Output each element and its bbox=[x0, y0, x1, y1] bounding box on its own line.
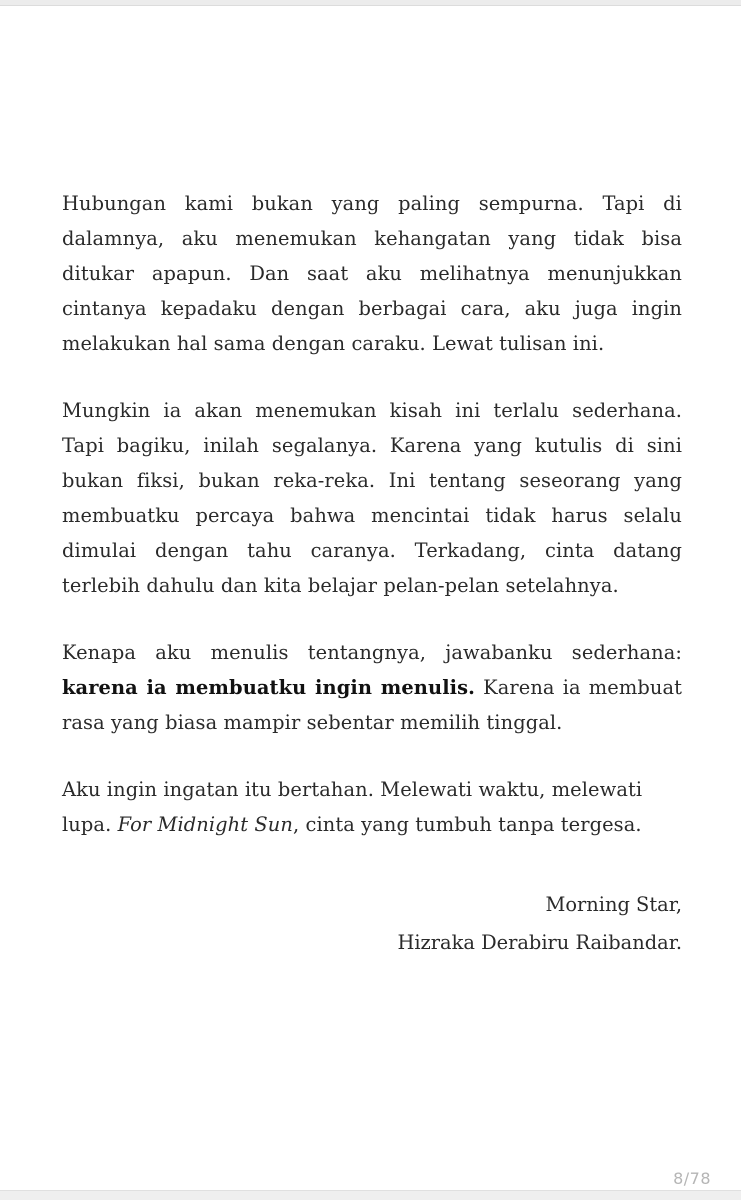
paragraph-4-italic: For Midnight Sun bbox=[117, 813, 293, 836]
paragraph-4-start: Aku ingin ingatan itu bertahan. Melewati waktu, melewati lupa. bbox=[62, 778, 643, 836]
page-indicator: 8/78 bbox=[673, 1169, 711, 1188]
paragraph-1-text: Hubungan kami bukan yang paling sempurna. Tapi di dalamnya, aku menemukan kehangatan yang tidak bisa ditukar apapun. Dan saat aku melihatnya menunjukkan cintanya kepadaku dengan berbagai cara, aku juga ingin melakukan hal sama dengan caraku. Lewat tulisan ini. bbox=[62, 192, 682, 355]
paragraph-4 bbox=[62, 772, 682, 842]
paragraph-3 bbox=[62, 635, 682, 740]
paragraph-4-end: , cinta yang tumbuh tanpa tergesa. bbox=[292, 813, 642, 836]
book-page bbox=[62, 186, 682, 962]
paragraph-3-bold: karena ia membuatku ingin menulis. bbox=[62, 676, 476, 699]
paragraph-1 bbox=[62, 186, 682, 361]
signature-line-1: Morning Star, bbox=[545, 893, 682, 916]
paragraph-3-end: Karena ia membuat rasa yang biasa mampir sebentar memilih tinggal. bbox=[62, 676, 682, 734]
paragraph-2-text: Mungkin ia akan menemukan kisah ini terlalu sederhana. Tapi bagiku, inilah segalanya. Karena yang kutulis di sini bukan fiksi, bukan reka-reka. Ini tentang seseorang yang membuatku percaya bahwa mencintai tidak harus selalu dimulai dengan tahu caranya. Terkadang, cinta datang terlebih dahulu dan kita belajar pelan-pelan setelahnya. bbox=[62, 399, 682, 597]
paragraph-3-start: Kenapa aku menulis tentangnya, jawabanku sederhana: bbox=[62, 641, 682, 664]
top-edge bbox=[0, 0, 741, 6]
signature-block bbox=[62, 886, 682, 962]
signature-line-2: Hizraka Derabiru Raibandar. bbox=[397, 931, 682, 954]
paragraph-2 bbox=[62, 393, 682, 603]
bottom-edge bbox=[0, 1190, 741, 1200]
